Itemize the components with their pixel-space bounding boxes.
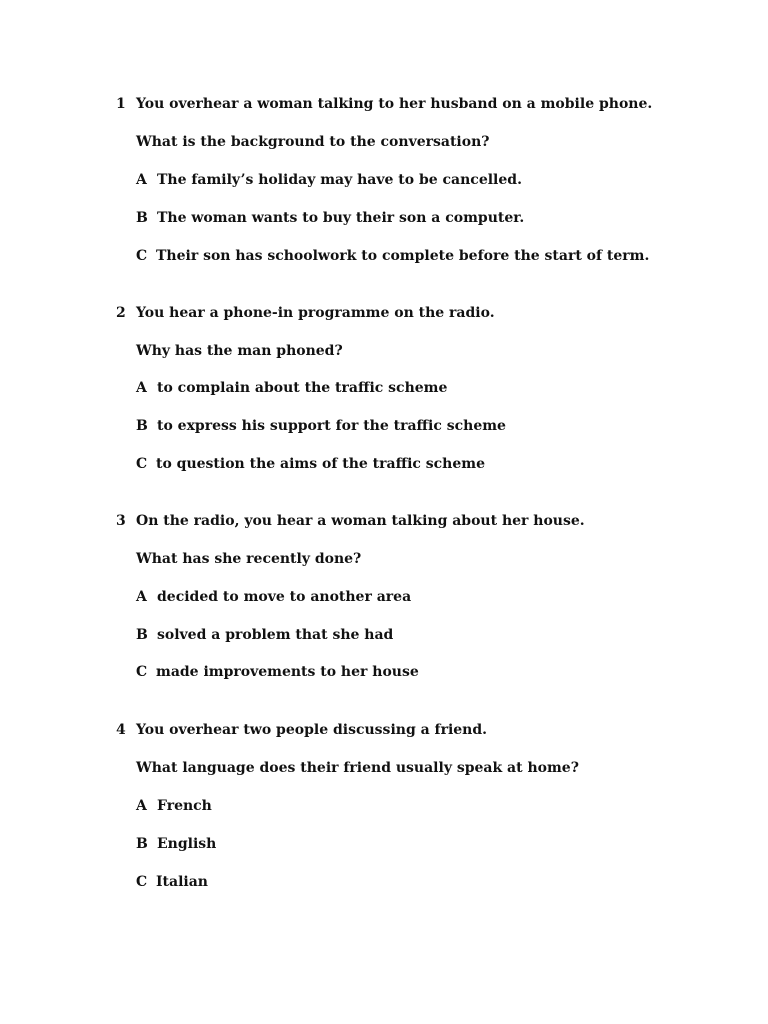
question-number: 4 xyxy=(116,722,126,738)
option-text-b: The woman wants to buy their son a computer. xyxy=(157,210,525,226)
option-text-c: to question the aims of the traffic scheme xyxy=(156,456,485,472)
option-letter-c: C xyxy=(136,456,148,472)
question-number: 2 xyxy=(116,305,126,321)
option-text-b: to express his support for the traffic scheme xyxy=(157,418,506,434)
option-text-b: English xyxy=(157,836,217,852)
question-number: 1 xyxy=(116,96,126,112)
option-letter-a: A xyxy=(136,380,147,396)
question-prompt: What has she recently done? xyxy=(136,551,362,567)
option-letter-c: C xyxy=(136,248,148,264)
question-situation: You hear a phone-in programme on the radio. xyxy=(136,305,495,321)
question-prompt: Why has the man phoned? xyxy=(136,343,343,359)
question-situation: You overhear a woman talking to her husband on a mobile phone. xyxy=(136,96,653,112)
option-letter-c: C xyxy=(136,874,148,890)
option-letter-c: C xyxy=(136,664,148,680)
option-text-a: to complain about the traffic scheme xyxy=(157,380,448,396)
option-text-a: French xyxy=(157,798,212,814)
option-text-c: made improvements to her house xyxy=(156,664,419,680)
option-letter-a: A xyxy=(136,798,147,814)
question-number: 3 xyxy=(116,513,126,529)
question-prompt: What language does their friend usually speak at home? xyxy=(136,760,579,776)
option-text-a: decided to move to another area xyxy=(157,589,412,605)
question-prompt: What is the background to the conversation? xyxy=(136,134,490,150)
option-letter-b: B xyxy=(136,836,148,852)
option-letter-b: B xyxy=(136,418,148,434)
question-situation: You overhear two people discussing a friend. xyxy=(136,722,488,738)
option-letter-b: B xyxy=(136,210,148,226)
question-situation: On the radio, you hear a woman talking about her house. xyxy=(136,513,585,529)
option-text-a: The family’s holiday may have to be cancelled. xyxy=(157,172,522,188)
option-letter-a: A xyxy=(136,589,147,605)
option-text-b: solved a problem that she had xyxy=(157,627,394,643)
option-letter-b: B xyxy=(136,627,148,643)
option-letter-a: A xyxy=(136,172,147,188)
option-text-c: Their son has schoolwork to complete before the start of term. xyxy=(156,248,650,264)
option-text-c: Italian xyxy=(156,874,208,890)
